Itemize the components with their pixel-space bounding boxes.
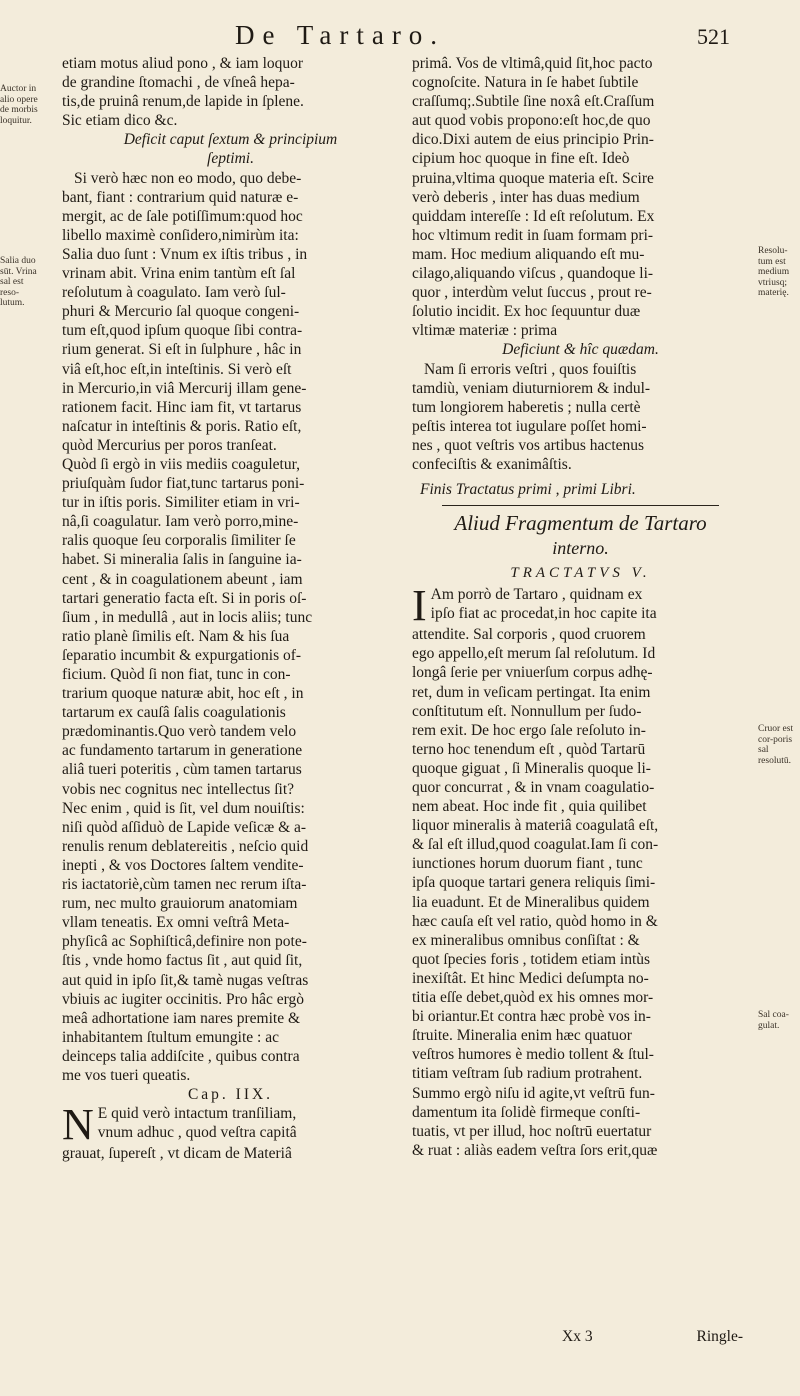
- text-line: inhabitantem ſtultum emungite : ac: [62, 1028, 279, 1046]
- text-line: vbiuis ac iugiter occinitis. Pro hâc ergò: [62, 990, 305, 1008]
- left-column: [62, 54, 399, 1163]
- right-column: [412, 54, 749, 1160]
- text-line: tum longiorem haberetis ; nulla certè: [412, 398, 641, 416]
- text-line: tartarum ex cauſâ ſalis coagulationis: [62, 704, 286, 722]
- text-line: quòd Mercurius per poros tranſeat.: [62, 436, 277, 454]
- text-line: naſcatur in inteſtinis & poris. Ratio eſt,: [62, 417, 302, 435]
- text-line: vobis nec cognitus nec intellectus ſit?: [62, 780, 295, 798]
- text-line: tuatis, vt per illud, hoc noſtrū euertatur: [412, 1122, 652, 1140]
- text-line: conſtitutum eſt. Nonnullum per ſudo-: [412, 702, 642, 720]
- running-head: [60, 20, 730, 56]
- text-line: vllam teneatis. Ex omni veſtrâ Meta-: [62, 914, 290, 932]
- lacuna-note: Deficit caput ſextum & principium: [123, 131, 338, 149]
- text-line: Summo ergò niſu id agite,vt veſtrū fun-: [412, 1084, 655, 1102]
- text-line: mergit, ac de ſale potiſſimum:quod hoc: [62, 207, 303, 225]
- text-line: ret, dum in veſicam pertingat. Ita enim: [412, 683, 651, 701]
- text-line: aliâ tueri poteritis , cùm tamen tartarus: [62, 761, 302, 779]
- margin-note-left-1: Auctor in alio opere de morbis loquitur.: [0, 84, 38, 126]
- margin-note-left-2: Salia duo sūt. Vrina sal est reso-lutum.: [0, 256, 37, 308]
- text-line: meâ adhortatione iam nares premite &: [62, 1009, 301, 1027]
- text-line: ex mineralibus omnibus conſiſtat : &: [412, 931, 640, 949]
- text-line: quor concurrat , & in vnam coagulatio-: [412, 779, 655, 796]
- section-title: Aliud Fragmentum de Tartaro: [454, 511, 707, 536]
- text-line: ratio planè ſimilis eſt. Nam & his ſua: [62, 627, 290, 645]
- text-line: niſi quòd aſſiduò de Lapide veſicæ & a-: [62, 818, 307, 836]
- text-line: phyſicâ ac Sophiſticâ,definire non pote-: [62, 933, 307, 951]
- text-line: & ſal eſt illud,quod coagulat.Iam ſi con-: [412, 836, 659, 854]
- margin-note-right-2: Cruor est cor-poris sal resolutū.: [758, 724, 794, 766]
- text-line: ſolutio incidit. Ex hoc ſequuntur duæ: [412, 303, 641, 321]
- text-line: Sic etiam dico &c.: [62, 112, 178, 130]
- chapter-opening: [62, 1100, 399, 1150]
- running-title: De Tartaro.: [235, 20, 446, 50]
- text-line: dico.Dixi autem de eius principio Prin-: [412, 131, 654, 149]
- text-line: me vos tueri queatis.: [62, 1066, 191, 1084]
- text-line: tis,de pruinâ renum,de lapide in ſplene.: [62, 93, 304, 111]
- text-line: lia euadunt. Et de Mineralibus quidem: [412, 893, 650, 911]
- text-line: tartari generatio facta eſt. Si in poris oſ-: [62, 589, 307, 607]
- page-number: 521: [697, 24, 730, 49]
- tractatus-opening: [412, 581, 749, 631]
- text-line: Am porrò de Tartaro , quidnam ex: [430, 586, 643, 604]
- text-line: Nec enim , quid is ſit, vel dum nouiſtis:: [62, 799, 305, 817]
- drop-capital: I: [412, 581, 427, 631]
- signature-mark: Xx 3: [562, 1328, 593, 1345]
- text-line: vrinam abit. Vrina enim tantùm eſt ſal: [62, 265, 296, 283]
- text-line: ficium. Quòd ſi non fiat, tunc in con-: [62, 666, 291, 683]
- text-line: bi oriantur.Et contra hæc probè vos in-: [412, 1008, 651, 1026]
- text-line: inepti , & vos Doctores ſaltem vendite-: [62, 856, 304, 874]
- text-line: veſtros humores è medio tollent & ſtul-: [412, 1046, 654, 1064]
- text-line: ſeparatio incumbit & expurgationis of-: [62, 646, 302, 664]
- text-line: Nam ſi erroris veſtri , quos fouiſtis: [424, 360, 637, 378]
- text-line: bant, fiant : contrarium quid naturæ e-: [62, 188, 299, 206]
- text-line: confeciſtis & exanimâſtis.: [412, 455, 572, 473]
- text-line: prædominantis.Quo verò tandem velo: [62, 723, 297, 741]
- text-line: etiam motus aliud pono , & iam loquor: [62, 55, 304, 72]
- text-line: pruina,vltima quoque materia eſt. Scire: [412, 169, 654, 187]
- text-line: ralis quoque ſeu corporalis ſimiliter ſe: [62, 532, 296, 550]
- text-line: liquor mineralis à materiâ coagulatâ eſt,: [412, 817, 659, 835]
- text-line: quor , interdùm velut ſuccus , prout re-: [412, 284, 652, 302]
- text-line: vnum adhuc , quod veſtra capitâ: [97, 1124, 297, 1142]
- text-line: ipſo fiat ac procedat,in hoc capite ita: [430, 605, 657, 623]
- text-line: E quid verò intactum tranſiliam,: [97, 1105, 297, 1123]
- text-line: damentum ita ſolidè firmeque conſti-: [412, 1103, 641, 1121]
- text-line: mam. Hoc medium aliquando eſt mu-: [412, 245, 645, 263]
- text-line: grauat, ſupereſt , vt dicam de Materiâ: [62, 1145, 292, 1163]
- text-line: nes , quot veſtris vos artibus hactenus: [412, 436, 645, 454]
- text-line: de grandine ſtomachi , de vſneâ hepa-: [62, 74, 295, 92]
- text-line: ego appello,eſt merum ſal reſolutum. Id: [412, 645, 656, 663]
- text-line: aut quid in ipſo ſit,& tamè nugas veſtras: [62, 971, 309, 989]
- text-line: ipſa quoque tartari genera reliquis ſimi-: [412, 874, 656, 892]
- text-line: hoc vltimum redit in ſuam formam pri-: [412, 226, 654, 244]
- text-line: inexiſtât. Et hinc Medici deſumpta no-: [412, 969, 649, 987]
- text-line: longâ ſerie per vniuerſum corpus adhę-: [412, 664, 653, 682]
- text-line: phuri & Mercurio ſal quoque congeni-: [62, 303, 300, 321]
- text-line: titiam veſtram ſub radium protrahent.: [412, 1065, 643, 1083]
- text-line: craſſumq;.Subtile ſine noxâ eſt.Craſſum: [412, 93, 655, 111]
- text-line: rationem facit. Hinc iam fit, vt tartarus: [62, 398, 302, 416]
- text-line: ſtruite. Mineralia enim hæc quatuor: [412, 1027, 632, 1045]
- text-line: quiddam intereſſe : Id eſt reſolutum. Ex: [412, 207, 655, 225]
- text-line: attendite. Sal corporis , quod cruorem: [412, 626, 646, 644]
- text-line: cipium hoc quoque in fine eſt. Ideò: [412, 150, 630, 168]
- text-line: deinceps talia addiſcite , quibus contra: [62, 1047, 300, 1065]
- text-line: rum, nec multo grauiorum anatomiam: [62, 895, 298, 913]
- text-line: cognoſcite. Natura in ſe habet ſubtile: [412, 74, 639, 92]
- text-line: libello maximè conſidero,nimirùm ita:: [62, 226, 299, 244]
- text-line: aut quod vobis propono:eſt hoc,de quo: [412, 112, 651, 130]
- text-line: cent , & in coagulationem abeunt , iam: [62, 570, 303, 588]
- text-line: tum eſt,quod ipſum quoque ſibi contra-: [62, 322, 303, 340]
- margin-note-right-3: Sal coa-gulat.: [758, 1010, 789, 1031]
- divider-rule: [442, 505, 719, 506]
- text-line: ris iactatoriè,cùm tamen nec rerum iſta-: [62, 876, 307, 894]
- lacuna-note: ſeptimi.: [207, 150, 254, 168]
- text-line: nem abeat. Hoc inde fit , quia quilibet: [412, 798, 647, 816]
- text-line: ſtis , vnde homo factus ſit , aut quid ſit,: [62, 952, 303, 970]
- text-line: titia eſſe debet,quòd ex his omnes mor-: [412, 989, 654, 1007]
- text-line: ac fundamento tartarum in generatione: [62, 742, 303, 760]
- text-line: verò deberis , inter has duas medium: [412, 188, 640, 206]
- text-line: iunctiones horum duorum fiant , tunc: [412, 855, 643, 873]
- margin-note-right-1: Resolu-tum est medium vtriusq; materię.: [758, 246, 790, 298]
- section-subtitle: interno.: [552, 538, 609, 559]
- text-line: hæc cauſa eſt vel ratio, quòd homo in &: [412, 912, 658, 930]
- lacuna-note: Deficiunt & hîc quædam.: [502, 341, 659, 359]
- text-line: primâ. Vos de vltimâ,quid ſit,hoc pacto: [412, 55, 653, 72]
- text-line: reſolutum à coagulato. Iam verò ſul-: [62, 284, 286, 302]
- tractatus-heading: TRACTATVS V.: [510, 565, 651, 582]
- text-line: Si verò hæc non eo modo, quo debe-: [74, 169, 302, 187]
- catchword: Ringle-: [696, 1328, 743, 1345]
- text-line: Quòd ſi ergò in viis mediis coaguletur,: [62, 455, 301, 473]
- text-line: Salia duo ſunt : Vnum ex iſtis tribus , in: [62, 245, 308, 263]
- text-line: tur in iſtis poris. Similiter etiam in vri-: [62, 494, 300, 512]
- finis-line: Finis Tractatus primi , primi Libri.: [420, 481, 636, 499]
- text-line: cilago,aliquando viſcus , quandoque li-: [412, 265, 654, 283]
- text-line: rium generat. Si eſt in ſulphure , hâc in: [62, 341, 302, 359]
- text-line: & ruat : aliàs eadem veſtra ſors erit,quæ: [412, 1141, 658, 1159]
- text-line: quot ſpecies foris , totidem etiam intùs: [412, 950, 651, 968]
- text-line: in Mercurio,in viâ Mercurij illam gene-: [62, 379, 307, 397]
- text-line: terno hoc tenendum eſt , quòd Tartarū: [412, 740, 646, 758]
- text-line: peſtis interea tot iugulare poſſet homi-: [412, 417, 647, 435]
- text-line: nâ,ſi coagulatur. Iam verò porro,mine-: [62, 513, 299, 531]
- text-line: rem exit. De hoc ergo ſale reſoluto in-: [412, 721, 646, 739]
- chapter-heading: Cap. IIX.: [187, 1086, 274, 1104]
- text-line: vltimæ materiæ : prima: [412, 322, 558, 340]
- text-line: quoque giguat , ſi Mineralis quoque li-: [412, 759, 651, 777]
- text-line: habet. Si mineralia ſalis in ſanguine ia-: [62, 551, 302, 569]
- text-line: renulis renum deblatereitis , neſcio quid: [62, 837, 309, 855]
- drop-capital: N: [62, 1100, 94, 1150]
- text-line: viâ eſt,hoc eſt,in inteſtinis. Si verò eſt: [62, 360, 292, 378]
- text-line: priuſquàm ſudor fiat,tunc tartarus poni-: [62, 475, 305, 493]
- text-line: tamdiù, veniam diuturniorem & indul-: [412, 379, 651, 397]
- text-line: trarium quoque naturæ abit, hoc eſt , in: [62, 685, 304, 703]
- text-line: ſium , in medullâ , aut in locis aliis; tunc: [62, 608, 313, 626]
